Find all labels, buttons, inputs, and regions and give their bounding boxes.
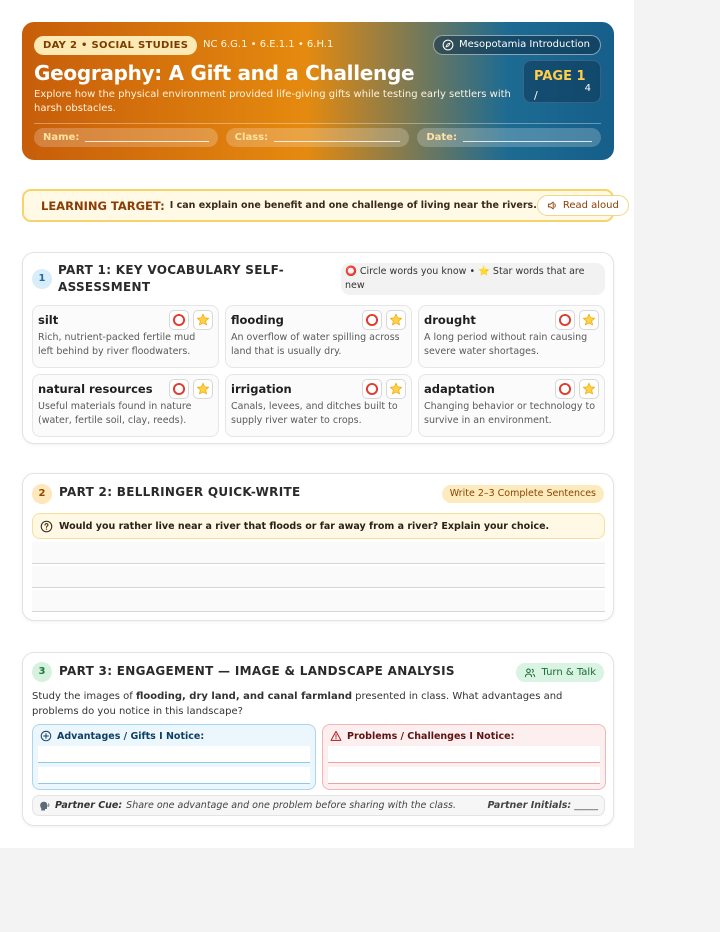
circle-mark-button[interactable] (362, 379, 382, 399)
star-mark-button[interactable] (386, 310, 406, 330)
vocab-card (225, 374, 412, 437)
vocab-term: irrigation (231, 382, 292, 396)
bellringer-question-text: Would you rather live near a river that floods or far away from a river? Explain your choice. (59, 520, 550, 532)
header-divider (34, 123, 601, 124)
star-mark-button[interactable] (579, 379, 599, 399)
circle-mark-button[interactable] (362, 310, 382, 330)
part1-instruction: ⭕ Circle words you know • ⭐ Star words that are new (341, 263, 605, 295)
vocab-mark-buttons (169, 379, 213, 399)
page-total: 4 (584, 83, 591, 94)
vocab-mark-buttons (362, 379, 406, 399)
circle-mark-button[interactable] (555, 310, 575, 330)
prompt-text-bold: flooding, dry land, and canal farmland (136, 691, 352, 702)
name-field-line[interactable] (85, 133, 208, 142)
star-icon (196, 313, 210, 327)
vocab-definition: Changing behavior or technology to survive in an environment. (424, 401, 595, 426)
circle-mark-button[interactable] (169, 310, 189, 330)
vocab-definition: Canals, levees, and ditches built to supply river water to crops. (231, 401, 398, 426)
circle-icon (172, 382, 186, 396)
circle-icon (172, 313, 186, 327)
bellringer-question (32, 513, 605, 539)
circle-mark-button[interactable] (555, 379, 575, 399)
vocab-mark-buttons (169, 310, 213, 330)
star-mark-button[interactable] (579, 310, 599, 330)
vocab-term: silt (38, 313, 59, 327)
partner-cue-text: Share one advantage and one problem before sharing with the class. (126, 800, 456, 811)
vocab-term: natural resources (38, 382, 153, 396)
vocab-card (32, 374, 219, 437)
page-number: PAGE 1 (534, 69, 586, 84)
page-title: Geography: A Gift and a Challenge (34, 61, 415, 85)
class-field[interactable] (226, 128, 410, 147)
turn-and-talk-tag (516, 663, 604, 682)
read-aloud-label: Read aloud (562, 200, 619, 211)
problems-heading (330, 730, 598, 742)
compass-icon (442, 39, 454, 51)
part2-number: 2 (32, 484, 52, 504)
problems-line[interactable] (328, 767, 600, 784)
vocab-term: drought (424, 313, 476, 327)
writing-line[interactable] (32, 566, 605, 588)
vocab-card (418, 374, 605, 437)
partner-cue-label: Partner Cue: (55, 800, 123, 811)
name-field-label: Name: (43, 132, 80, 143)
page-indicator (523, 60, 601, 103)
advantages-heading (40, 730, 308, 742)
part2-title: PART 2: BELLRINGER QUICK-WRITE (59, 485, 301, 499)
part2-sentence-tag: Write 2–3 Complete Sentences (442, 485, 604, 503)
vocab-definition: An overflow of water spilling across land that is usually dry. (231, 332, 400, 357)
star-icon (582, 313, 596, 327)
vocab-term: adaptation (424, 382, 495, 396)
partner-initials-label: Partner Initials: (487, 800, 572, 811)
part3-engagement-card (22, 652, 614, 826)
circle-mark-button[interactable] (169, 379, 189, 399)
advantages-line[interactable] (38, 767, 310, 784)
problems-box (322, 724, 606, 790)
partner-initials-blank[interactable]: _____ (574, 800, 598, 811)
star-icon (196, 382, 210, 396)
writing-line[interactable] (32, 590, 605, 612)
advantages-box (32, 724, 316, 790)
people-icon (524, 667, 536, 679)
circle-icon (365, 382, 379, 396)
problems-line[interactable] (328, 746, 600, 763)
speaking-head-icon (39, 800, 51, 812)
vocab-definition: Rich, nutrient-packed fertile mud left behind by river floodwaters. (38, 332, 196, 357)
header-banner (22, 22, 614, 160)
star-icon (389, 313, 403, 327)
vocab-mark-buttons (555, 379, 599, 399)
star-mark-button[interactable] (193, 310, 213, 330)
student-info-fields (34, 128, 601, 147)
class-field-line[interactable] (274, 133, 400, 142)
date-field-label: Date: (426, 132, 457, 143)
vocab-card (225, 305, 412, 368)
standards-text: NC 6.G.1 • 6.E.1.1 • 6.H.1 (203, 39, 334, 50)
topic-label: Mesopotamia Introduction (458, 39, 590, 50)
date-field-line[interactable] (463, 133, 592, 142)
plus-circle-icon (40, 730, 52, 742)
star-mark-button[interactable] (193, 379, 213, 399)
vocab-term: flooding (231, 313, 284, 327)
circle-icon (558, 382, 572, 396)
circle-icon (558, 313, 572, 327)
vocab-card (418, 305, 605, 368)
partner-cue-bar (32, 795, 605, 816)
date-field[interactable] (417, 128, 601, 147)
vocab-mark-buttons (362, 310, 406, 330)
prompt-text-start: Study the images of (32, 691, 136, 702)
vocab-definition: A long period without rain causing severe water shortages. (424, 332, 588, 357)
speaker-icon (547, 200, 558, 211)
star-icon (389, 382, 403, 396)
part3-title: PART 3: ENGAGEMENT — IMAGE & LANDSCAPE ANALYSIS (59, 664, 455, 678)
page-separator: / (534, 89, 538, 102)
problems-label: Problems / Challenges I Notice: (347, 730, 515, 742)
learning-target-label: LEARNING TARGET: (41, 198, 165, 213)
part2-bellringer-card (22, 473, 614, 621)
class-field-label: Class: (234, 132, 269, 143)
part1-number: 1 (32, 269, 52, 289)
vocab-mark-buttons (555, 310, 599, 330)
part1-vocabulary-card (22, 252, 614, 444)
writing-line[interactable] (32, 542, 605, 564)
partner-initials[interactable] (488, 800, 598, 811)
advantages-label: Advantages / Gifts I Notice: (57, 730, 205, 742)
vocab-card (32, 305, 219, 368)
star-icon (582, 382, 596, 396)
question-icon (40, 520, 53, 533)
turn-and-talk-label: Turn & Talk (541, 667, 596, 678)
vocab-definition: Useful materials found in nature (water, fertile soil, clay, reeds). (38, 401, 192, 426)
circle-icon (365, 313, 379, 327)
advantages-line[interactable] (38, 746, 310, 763)
topic-pill (433, 35, 601, 55)
prompt-text-end: presented in class. What advantages and problems do you notice in this landscape? (32, 691, 563, 717)
day-badge: DAY 2 • SOCIAL STUDIES (34, 36, 197, 55)
name-field[interactable] (34, 128, 218, 147)
part3-prompt (32, 689, 607, 719)
read-aloud-button[interactable] (537, 195, 629, 216)
warning-icon (330, 730, 342, 742)
star-mark-button[interactable] (386, 379, 406, 399)
page-subtitle: Explore how the physical environment provided life-giving gifts while testing early settlers with harsh obstacles. (34, 89, 511, 114)
vocabulary-grid (32, 305, 605, 437)
part3-number: 3 (32, 662, 52, 682)
learning-target-text: I can explain one benefit and one challenge of living near the rivers. (169, 200, 537, 211)
learning-target-banner (22, 189, 619, 222)
part1-title: PART 1: KEY VOCABULARY SELF-ASSESSMENT (58, 263, 285, 294)
